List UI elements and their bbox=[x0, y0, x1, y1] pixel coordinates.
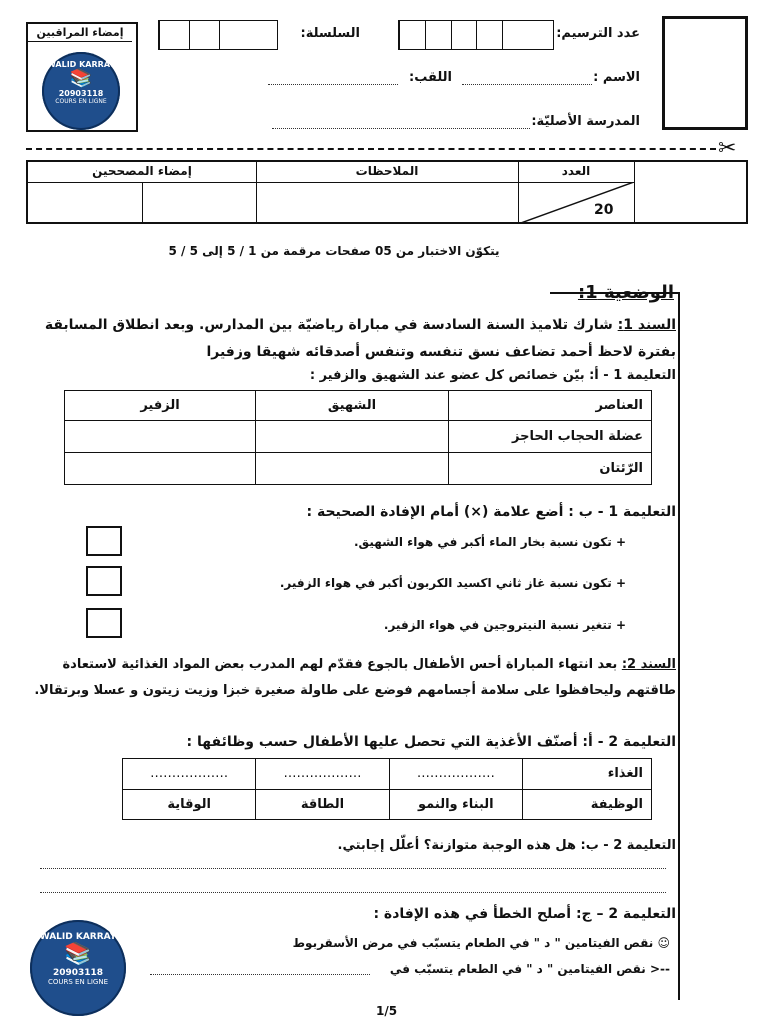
table1-header-elements: العناصر bbox=[449, 391, 652, 421]
table1-cell[interactable] bbox=[256, 453, 449, 485]
table1-row-lungs: الرّئتان bbox=[449, 453, 652, 485]
statement-2: + تكون نسبة غاز ثاني اكسيد الكربون أكبر في هواء الزفير. bbox=[279, 576, 626, 590]
statement-1-checkbox[interactable] bbox=[86, 526, 122, 556]
registration-label: عدد الترسيم: bbox=[556, 26, 640, 41]
score-max: 20 bbox=[594, 202, 614, 218]
logo-subtitle: COURS EN LIGNE bbox=[55, 98, 107, 105]
book-icon: 📚 bbox=[64, 942, 92, 967]
series-boxes[interactable] bbox=[158, 20, 278, 50]
score-diagonal bbox=[518, 182, 634, 224]
logo-bottom-phone: 20903118 bbox=[52, 968, 104, 978]
correction-statement: --< نقص الفيتامين " د " في الطعام يتسبّب في bbox=[389, 962, 670, 976]
statement-3-checkbox[interactable] bbox=[86, 608, 122, 638]
logo-bottom bbox=[30, 920, 126, 1016]
table1-header-zafir: الزفير bbox=[65, 391, 256, 421]
food-blank[interactable]: ……………… bbox=[123, 759, 256, 790]
respiration-table bbox=[64, 390, 652, 485]
content-frame-right bbox=[678, 292, 680, 1000]
statement-3: + تتغير نسبة النيتروجين في هواء الزفير. bbox=[383, 618, 626, 632]
function-energy: الطاقة bbox=[256, 789, 389, 820]
question-2a: التعليمة 2 - أ: أصنّف الأغذية التي تحصل عليها الأطفال حسب وظائفها : bbox=[186, 734, 676, 750]
logo-bottom-title: WALID KARRAY bbox=[39, 932, 117, 942]
support-2-text: بعد انتهاء المباراة أحس الأطفال بالجوع فقدّم لهم المدرب بعض المواد الغذائية لاستعادة طاقتهم وليحافظوا على سلامة أجسامهم فوضع على طاولة صغيرة خبزا وزيت زيتون و عسلا وبرتقالا. bbox=[34, 657, 676, 698]
food-blank[interactable]: ……………… bbox=[256, 759, 389, 790]
exam-intro: يتكوّن الاختبار من 05 صفحات مرقمة من 1 / 5 إلى 5 / 5 bbox=[168, 244, 500, 258]
support-1 bbox=[40, 312, 676, 366]
scissors-icon: ✂ bbox=[718, 136, 737, 161]
logo bbox=[42, 52, 120, 130]
question-2c: التعليمة 2 – ج: أصلح الخطأ في هذه الإفادة : bbox=[373, 906, 676, 922]
food-table bbox=[122, 758, 652, 820]
support-1-text: شارك تلاميذ السنة السادسة في مباراة رياضيّة بين المدارس. وبعد انطلاق المسابقة بفترة لاحظ أحمد تضاعف نسق تنفسه وتنفس أصدقائه شهيقا وزفيرا bbox=[44, 317, 676, 360]
name-label: الاسم : bbox=[593, 70, 640, 85]
school-label: المدرسة الأصليّة: bbox=[531, 114, 640, 129]
function-growth: البناء والنمو bbox=[389, 789, 522, 820]
statement-2-checkbox[interactable] bbox=[86, 566, 122, 596]
surname-label: اللقب: bbox=[409, 70, 452, 85]
table1-row-diaphragm: عضلة الحجاب الحاجز bbox=[449, 421, 652, 453]
table1-cell[interactable] bbox=[256, 421, 449, 453]
function-label: الوظيفة bbox=[523, 789, 652, 820]
question-1b: التعليمة 1 - ب : أضع علامة (×) أمام الإفادة الصحيحة : bbox=[306, 504, 676, 520]
statement-1: + تكون نسبة بخار الماء أكبر في هواء الشهيق. bbox=[353, 535, 626, 549]
grading-table bbox=[26, 160, 748, 224]
error-statement: ☺ نقص الفيتامين " د " في الطعام يتسبّب في مرض الأسقربوط bbox=[292, 936, 670, 950]
photo-box bbox=[662, 16, 748, 130]
supervisors-label: إمضاء المراقبين bbox=[28, 26, 132, 42]
answer-line-2[interactable] bbox=[40, 892, 666, 893]
question-1a: التعليمة 1 - أ: بيّن خصائص كل عضو عند الشهيق والزفير : bbox=[309, 368, 676, 383]
series-label: السلسلة: bbox=[300, 26, 360, 41]
food-label: الغذاء bbox=[523, 759, 652, 790]
surname-field[interactable] bbox=[268, 84, 398, 85]
correctors-label: إمضاء المصححين bbox=[92, 164, 192, 178]
school-field[interactable] bbox=[272, 128, 530, 129]
notes-label: الملاحظات bbox=[355, 164, 419, 178]
score-label: العدد bbox=[561, 164, 591, 178]
function-prevention: الوقاية bbox=[123, 789, 256, 820]
situation-title: الوضعية 1: bbox=[577, 282, 674, 303]
table1-cell[interactable] bbox=[65, 453, 256, 485]
logo-phone: 20903118 bbox=[58, 89, 104, 98]
logo-bottom-subtitle: COURS EN LIGNE bbox=[48, 978, 108, 986]
question-2b: التعليمة 2 - ب: هل هذه الوجبة متوازنة؟ أعلّل إجابتي. bbox=[337, 838, 676, 853]
support-1-label: السند 1: bbox=[617, 317, 676, 333]
logo-title: WALID KARRAY bbox=[46, 60, 116, 69]
cut-line bbox=[26, 148, 716, 150]
book-icon: 📚 bbox=[69, 68, 93, 89]
registration-number-boxes[interactable] bbox=[398, 20, 554, 50]
food-blank[interactable]: ……………… bbox=[389, 759, 522, 790]
support-2-label: السند 2: bbox=[621, 657, 676, 672]
support-2 bbox=[34, 652, 676, 704]
table1-header-shahiq: الشهيق bbox=[256, 391, 449, 421]
page-number: 1/5 bbox=[376, 1004, 398, 1018]
correction-line[interactable] bbox=[150, 974, 370, 975]
answer-line-1[interactable] bbox=[40, 868, 666, 869]
name-field[interactable] bbox=[462, 84, 592, 85]
table1-cell[interactable] bbox=[65, 421, 256, 453]
